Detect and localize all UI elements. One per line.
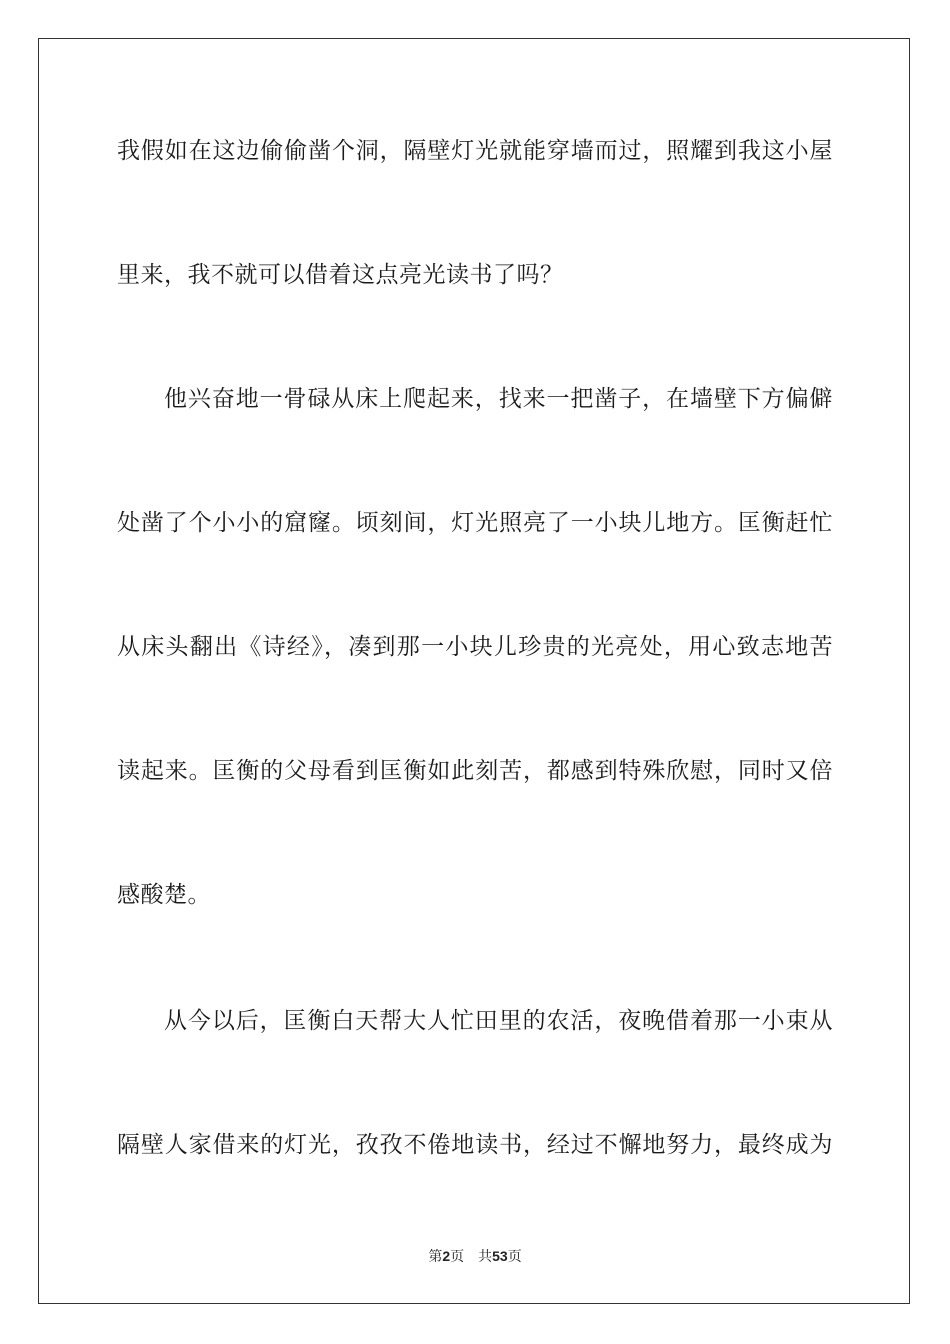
total-pages: 53	[492, 1248, 508, 1264]
text-line-2: 里来，我不就可以借着这点亮光读书了吗？	[117, 262, 564, 288]
total-prefix: 共	[478, 1249, 493, 1265]
text-line-7: 感酸楚。	[117, 882, 211, 908]
page-suffix: 页	[450, 1249, 465, 1265]
text-line-1: 我假如在这边偷偷凿个洞，隔壁灯光就能穿墙而过，照耀到我这小屋	[117, 138, 833, 164]
text-line-9: 隔壁人家借来的灯光，孜孜不倦地读书，经过不懈地努力，最终成为	[117, 1132, 833, 1158]
page-footer	[0, 1247, 950, 1266]
page-prefix: 第	[428, 1249, 443, 1265]
text-line-3: 他兴奋地一骨碌从床上爬起来，找来一把凿子，在墙壁下方偏僻	[164, 386, 833, 412]
text-line-6: 读起来。匡衡的父母看到匡衡如此刻苦，都感到特殊欣慰，同时又倍	[117, 758, 833, 784]
page-number: 2	[442, 1248, 451, 1264]
text-line-4: 处凿了个小小的窟窿。顷刻间，灯光照亮了一小块儿地方。匡衡赶忙	[117, 510, 833, 536]
text-line-5: 从床头翻出《诗经》，凑到那一小块儿珍贵的光亮处，用心致志地苦	[117, 634, 833, 660]
text-line-8: 从今以后，匡衡白天帮大人忙田里的农活，夜晚借着那一小束从	[164, 1008, 833, 1034]
total-suffix: 页	[507, 1249, 522, 1265]
page-border	[38, 38, 910, 1304]
